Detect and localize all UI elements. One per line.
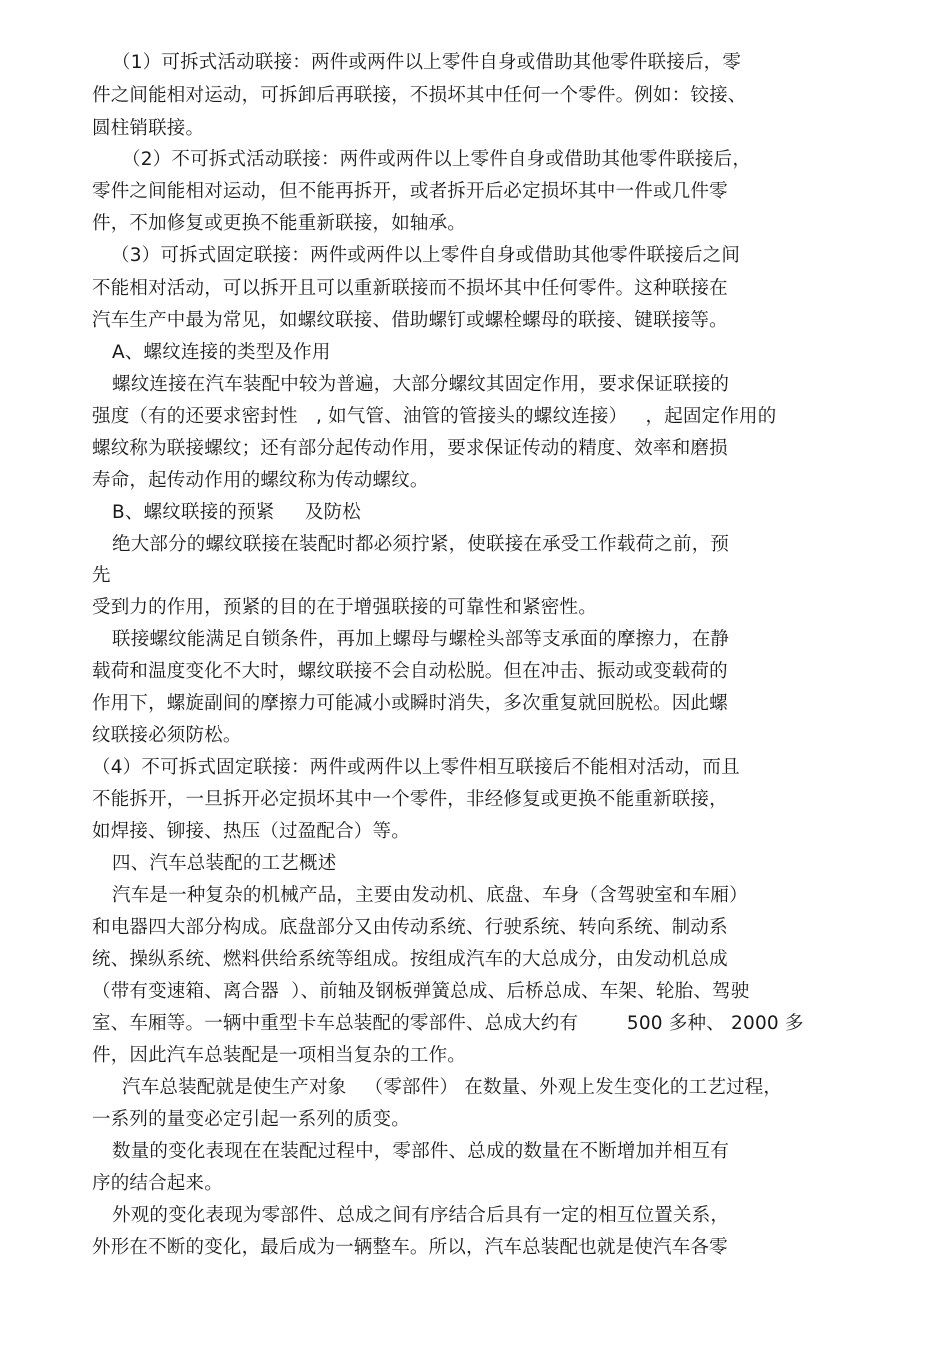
text-line-21: 作用下，螺旋副间的摩擦力可能减小或瞬时消失，多次重复就回脱松。因此螺: [92, 693, 728, 714]
text-line-31: 室、车厢等。一辆中重型卡车总装配的零部件、总成大约有 500 多种、 2000 多: [92, 1013, 804, 1034]
text-line-11: 螺纹连接在汽车装配中较为普遍，大部分螺纹其固定作用，要求保证联接的: [112, 374, 730, 395]
text-line-16: 绝大部分的螺纹联接在装配时都必须拧紧，使联接在承受工作载荷之前，预: [112, 534, 730, 555]
text-line-23: （4）不可拆式固定联接：两件或两件以上零件相互联接后不能相对活动，而且: [92, 757, 740, 778]
text-line-24: 不能拆开，一旦拆开必定损坏其中一个零件，非经修复或更换不能重新联接，: [92, 789, 728, 810]
text-line-8: 不能相对活动，可以拆开且可以重新联接而不损坏其中任何零件。这种联接在: [92, 278, 728, 299]
section-heading-a: A、螺纹连接的类型及作用: [112, 342, 331, 363]
text-line-30: （带有变速箱、离合器 ）、前轴及钢板弹簧总成、后桥总成、车架、轮胎、驾驶: [92, 981, 750, 1002]
text-line-36: 序的结合起来。: [92, 1173, 223, 1194]
text-line-19: 联接螺纹能满足自锁条件，再加上螺母与螺栓头部等支承面的摩擦力，在静: [112, 629, 730, 650]
text-line-35: 数量的变化表现在在装配过程中，零部件、总成的数量在不断增加并相互有: [112, 1141, 730, 1162]
text-line-6: 件，不加修复或更换不能重新联接，如轴承。: [92, 213, 467, 234]
text-line-20: 载荷和温度变化不大时，螺纹联接不会自动松脱。但在冲击、振动或变载荷的: [92, 661, 728, 682]
text-line-14: 寿命，起传动作用的螺纹称为传动螺纹。: [92, 470, 429, 491]
text-line-12: 强度（有的还要求密封性 , 如气管、油管的管接头的螺纹连接） ，起固定作用的: [92, 406, 777, 427]
text-line-22: 纹联接必须防松。: [92, 725, 242, 746]
text-line-17: 先: [92, 565, 111, 586]
text-line-18: 受到力的作用，预紧的目的在于增强联接的可靠性和紧密性。: [92, 597, 597, 618]
text-line-27: 汽车是一种复杂的机械产品，主要由发动机、底盘、车身（含驾驶室和车厢）: [112, 885, 748, 906]
text-line-7: （3）可拆式固定联接：两件或两件以上零件自身或借助其他零件联接后之间: [111, 245, 741, 266]
text-line-32: 件，因此汽车总装配是一项相当复杂的工作。: [92, 1045, 467, 1066]
text-line-1: （1）可拆式活动联接：两件或两件以上零件自身或借助其他零件联接后，零: [112, 52, 742, 73]
text-line-5: 零件之间能相对运动，但不能再拆开，或者拆开后必定损坏其中一件或几件零: [92, 181, 728, 202]
text-line-28: 和电器四大部分构成。底盘部分又由传动系统、行驶系统、转向系统、制动系: [92, 917, 728, 938]
text-line-29: 统、操纵系统、燃料供给系统等组成。按组成汽车的大总成分，由发动机总成: [92, 949, 728, 970]
text-line-4: （2）不可拆式活动联接：两件或两件以上零件自身或借助其他零件联接后，: [122, 149, 752, 170]
section-heading-four: 四、汽车总装配的工艺概述: [112, 853, 337, 874]
text-line-25: 如焊接、铆接、热压（过盈配合）等。: [92, 821, 410, 842]
text-line-33: 汽车总装配就是使生产对象 （零部件） 在数量、外观上发生变化的工艺过程，: [122, 1077, 783, 1098]
text-line-9: 汽车生产中最为常见，如螺纹联接、借助螺钉或螺栓螺母的联接、键联接等。: [92, 310, 728, 331]
text-line-3: 圆柱销联接。: [92, 118, 205, 139]
text-line-38: 外形在不断的变化，最后成为一辆整车。所以，汽车总装配也就是使汽车各零: [92, 1237, 728, 1258]
text-line-37: 外观的变化表现为零部件、总成之间有序结合后具有一定的相互位置关系，: [112, 1205, 730, 1226]
text-line-34: 一系列的量变必定引起一系列的质变。: [92, 1109, 410, 1130]
text-line-13: 螺纹称为联接螺纹；还有部分起传动作用，要求保证传动的精度、效率和磨损: [92, 438, 728, 459]
section-heading-b: B、螺纹联接的预紧 及防松: [112, 502, 361, 523]
text-line-2: 件之间能相对运动，可拆卸后再联接，不损坏其中任何一个零件。例如：铰接、: [92, 85, 747, 106]
